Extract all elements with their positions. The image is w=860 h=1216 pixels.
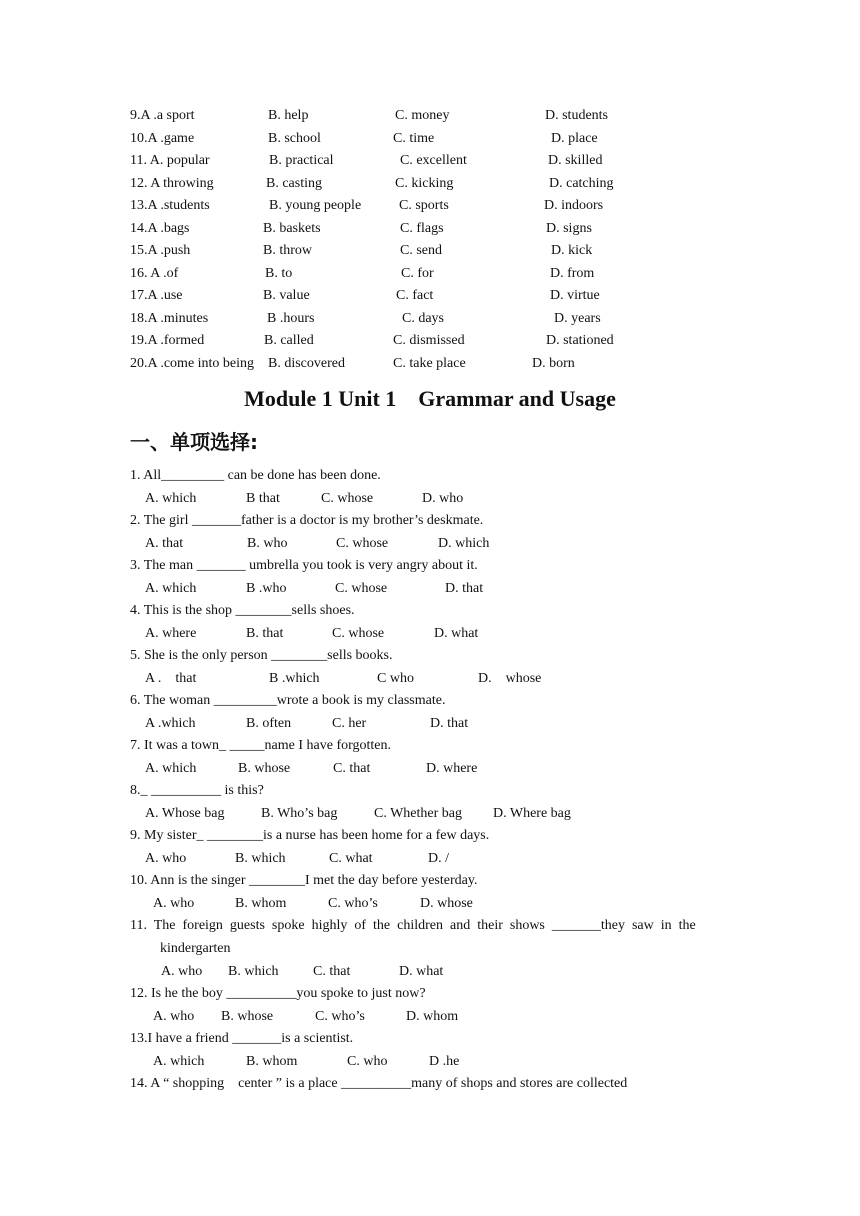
- vocab-option-a: 12. A throwing: [130, 175, 214, 191]
- question-13: 13.I have a friend _______is a scientist.: [130, 1031, 354, 1046]
- vocab-option-c: C. send: [400, 243, 442, 258]
- option-d: D .he: [429, 1054, 460, 1069]
- vocab-option-c: C. for: [401, 265, 434, 281]
- vocab-option-b: B. young people: [269, 198, 362, 213]
- vocab-option-c: C. fact: [396, 288, 434, 303]
- option-a: A. that: [145, 536, 184, 551]
- vocab-option-a: 19.A .formed: [130, 333, 205, 348]
- vocab-option-b: B .hours: [267, 310, 315, 326]
- vocab-option-b: B. discovered: [268, 355, 345, 371]
- vocab-option-c: C. days: [402, 310, 444, 326]
- question-7: 7. It was a town_ _____name I have forgotten.: [130, 738, 392, 753]
- option-a: A. which: [145, 761, 197, 776]
- vocab-option-b: B. practical: [269, 153, 334, 168]
- option-d: D. what: [399, 964, 444, 979]
- question-1: 1. All_________ can be done has been done.: [130, 468, 381, 483]
- option-b: B. Who’s bag: [261, 806, 338, 821]
- question-9: 9. My sister_ ________is a nurse has been home for a few days.: [130, 828, 490, 843]
- vocab-option-d: D. years: [554, 310, 601, 326]
- vocab-option-c: C. money: [395, 108, 450, 123]
- vocab-option-b: B. help: [268, 108, 309, 123]
- option-a: A. Whose bag: [145, 806, 225, 821]
- vocab-option-c: C. time: [393, 130, 435, 146]
- option-d: D. that: [445, 581, 484, 596]
- question-11: 11. The foreign guests spoke highly of the children and their shows _______they saw in the: [130, 918, 696, 933]
- option-c: C. whose: [321, 491, 374, 506]
- option-a: A. which: [153, 1054, 205, 1069]
- vocab-option-d: D. students: [545, 108, 608, 123]
- vocab-option-c: C. flags: [400, 220, 444, 236]
- option-b: B. often: [246, 716, 292, 731]
- vocab-option-a: 11. A. popular: [130, 153, 210, 168]
- option-b: B. whose: [238, 761, 291, 776]
- option-b: B that: [246, 491, 280, 506]
- question-11-continued: kindergarten: [160, 941, 231, 956]
- vocab-option-d: D. stationed: [546, 333, 614, 348]
- option-d: D. what: [434, 626, 479, 641]
- option-a: A. who: [153, 896, 195, 911]
- vocab-option-d: D. born: [532, 355, 575, 371]
- option-a: A. who: [153, 1009, 195, 1024]
- vocab-option-a: 20.A .come into being: [130, 355, 255, 371]
- vocab-option-b: B. throw: [263, 243, 312, 258]
- question-3: 3. The man _______ umbrella you took is very angry about it.: [130, 558, 478, 573]
- option-c: C. Whether bag: [374, 806, 462, 821]
- option-d: D. that: [430, 716, 469, 731]
- question-5: 5. She is the only person ________sells books.: [130, 648, 393, 663]
- option-c: C who: [377, 671, 414, 686]
- vocab-option-c: C. excellent: [400, 153, 467, 168]
- vocab-option-d: D. catching: [549, 175, 614, 191]
- option-b: B. whom: [246, 1054, 298, 1069]
- option-b: B. which: [228, 964, 279, 979]
- option-d: D. where: [426, 761, 478, 776]
- vocab-option-d: D. skilled: [548, 153, 603, 168]
- option-b: B .who: [246, 581, 287, 596]
- vocab-option-b: B. to: [265, 265, 293, 281]
- vocab-option-b: B. value: [263, 288, 310, 303]
- option-b: B. whose: [221, 1009, 274, 1024]
- option-a: A. which: [145, 491, 197, 506]
- vocab-option-a: 15.A .push: [130, 243, 191, 258]
- vocab-option-b: B. baskets: [263, 220, 321, 236]
- vocab-option-a: 18.A .minutes: [130, 310, 209, 326]
- vocab-option-d: D. from: [550, 265, 595, 281]
- option-c: C. that: [313, 964, 351, 979]
- page-title: Module 1 Unit 1 Grammar and Usage: [244, 386, 616, 411]
- question-2: 2. The girl _______father is a doctor is my brother’s deskmate.: [130, 513, 484, 528]
- option-b: B. which: [235, 851, 286, 866]
- option-c: C. her: [332, 716, 367, 731]
- option-a: A .which: [145, 716, 196, 731]
- option-a: A. who: [161, 964, 203, 979]
- option-c: C. whose: [332, 626, 385, 641]
- vocab-option-d: D. indoors: [544, 198, 604, 213]
- option-b: B. that: [246, 626, 284, 641]
- option-a: A. who: [145, 851, 187, 866]
- option-c: C. whose: [335, 581, 388, 596]
- vocab-option-b: B. casting: [266, 175, 322, 191]
- vocab-option-a: 9.A .a sport: [130, 108, 195, 123]
- option-c: C. who’s: [315, 1009, 365, 1024]
- vocab-option-b: B. school: [268, 130, 321, 146]
- option-d: D. which: [438, 536, 490, 551]
- vocab-option-a: 17.A .use: [130, 288, 183, 303]
- option-d: D. who: [422, 491, 464, 506]
- option-b: B .which: [269, 671, 320, 686]
- vocab-option-d: D. place: [551, 130, 598, 146]
- option-c: C. what: [329, 851, 373, 866]
- option-d: D. whose: [478, 671, 542, 686]
- option-d: D. whom: [406, 1009, 459, 1024]
- section-heading: 一、单项选择:: [130, 430, 258, 454]
- vocab-option-b: B. called: [264, 333, 314, 348]
- option-d: D. /: [428, 851, 449, 866]
- option-b: B. whom: [235, 896, 287, 911]
- option-a: A. which: [145, 581, 197, 596]
- question-10: 10. Ann is the singer ________I met the day before yesterday.: [130, 873, 478, 888]
- option-c: C. who’s: [328, 896, 378, 911]
- vocab-option-c: C. take place: [393, 355, 466, 371]
- vocab-option-c: C. dismissed: [393, 333, 465, 348]
- vocab-option-a: 16. A .of: [130, 265, 179, 281]
- vocab-option-a: 14.A .bags: [130, 220, 190, 236]
- option-a: A. where: [145, 626, 197, 641]
- vocab-option-d: D. signs: [546, 220, 592, 236]
- vocab-option-a: 13.A .students: [130, 198, 210, 213]
- question-8: 8._ __________ is this?: [130, 783, 264, 798]
- vocab-option-d: D. kick: [551, 243, 593, 258]
- vocab-option-d: D. virtue: [550, 288, 600, 303]
- vocab-option-a: 10.A .game: [130, 130, 195, 146]
- question-12: 12. Is he the boy __________you spoke to just now?: [130, 986, 426, 1001]
- question-14: 14. A “ shopping center ” is a place __________many of shops and stores are collected: [130, 1076, 628, 1091]
- question-4: 4. This is the shop ________sells shoes.: [130, 603, 355, 618]
- option-b: B. who: [247, 536, 288, 551]
- option-d: D. Where bag: [493, 806, 571, 821]
- vocab-option-c: C. kicking: [395, 175, 454, 191]
- vocab-option-c: C. sports: [399, 198, 449, 213]
- option-c: C. who: [347, 1054, 388, 1069]
- option-d: D. whose: [420, 896, 473, 911]
- question-6: 6. The woman _________wrote a book is my classmate.: [130, 693, 446, 708]
- option-c: C. whose: [336, 536, 389, 551]
- option-c: C. that: [333, 761, 371, 776]
- option-a: A . that: [145, 671, 197, 686]
